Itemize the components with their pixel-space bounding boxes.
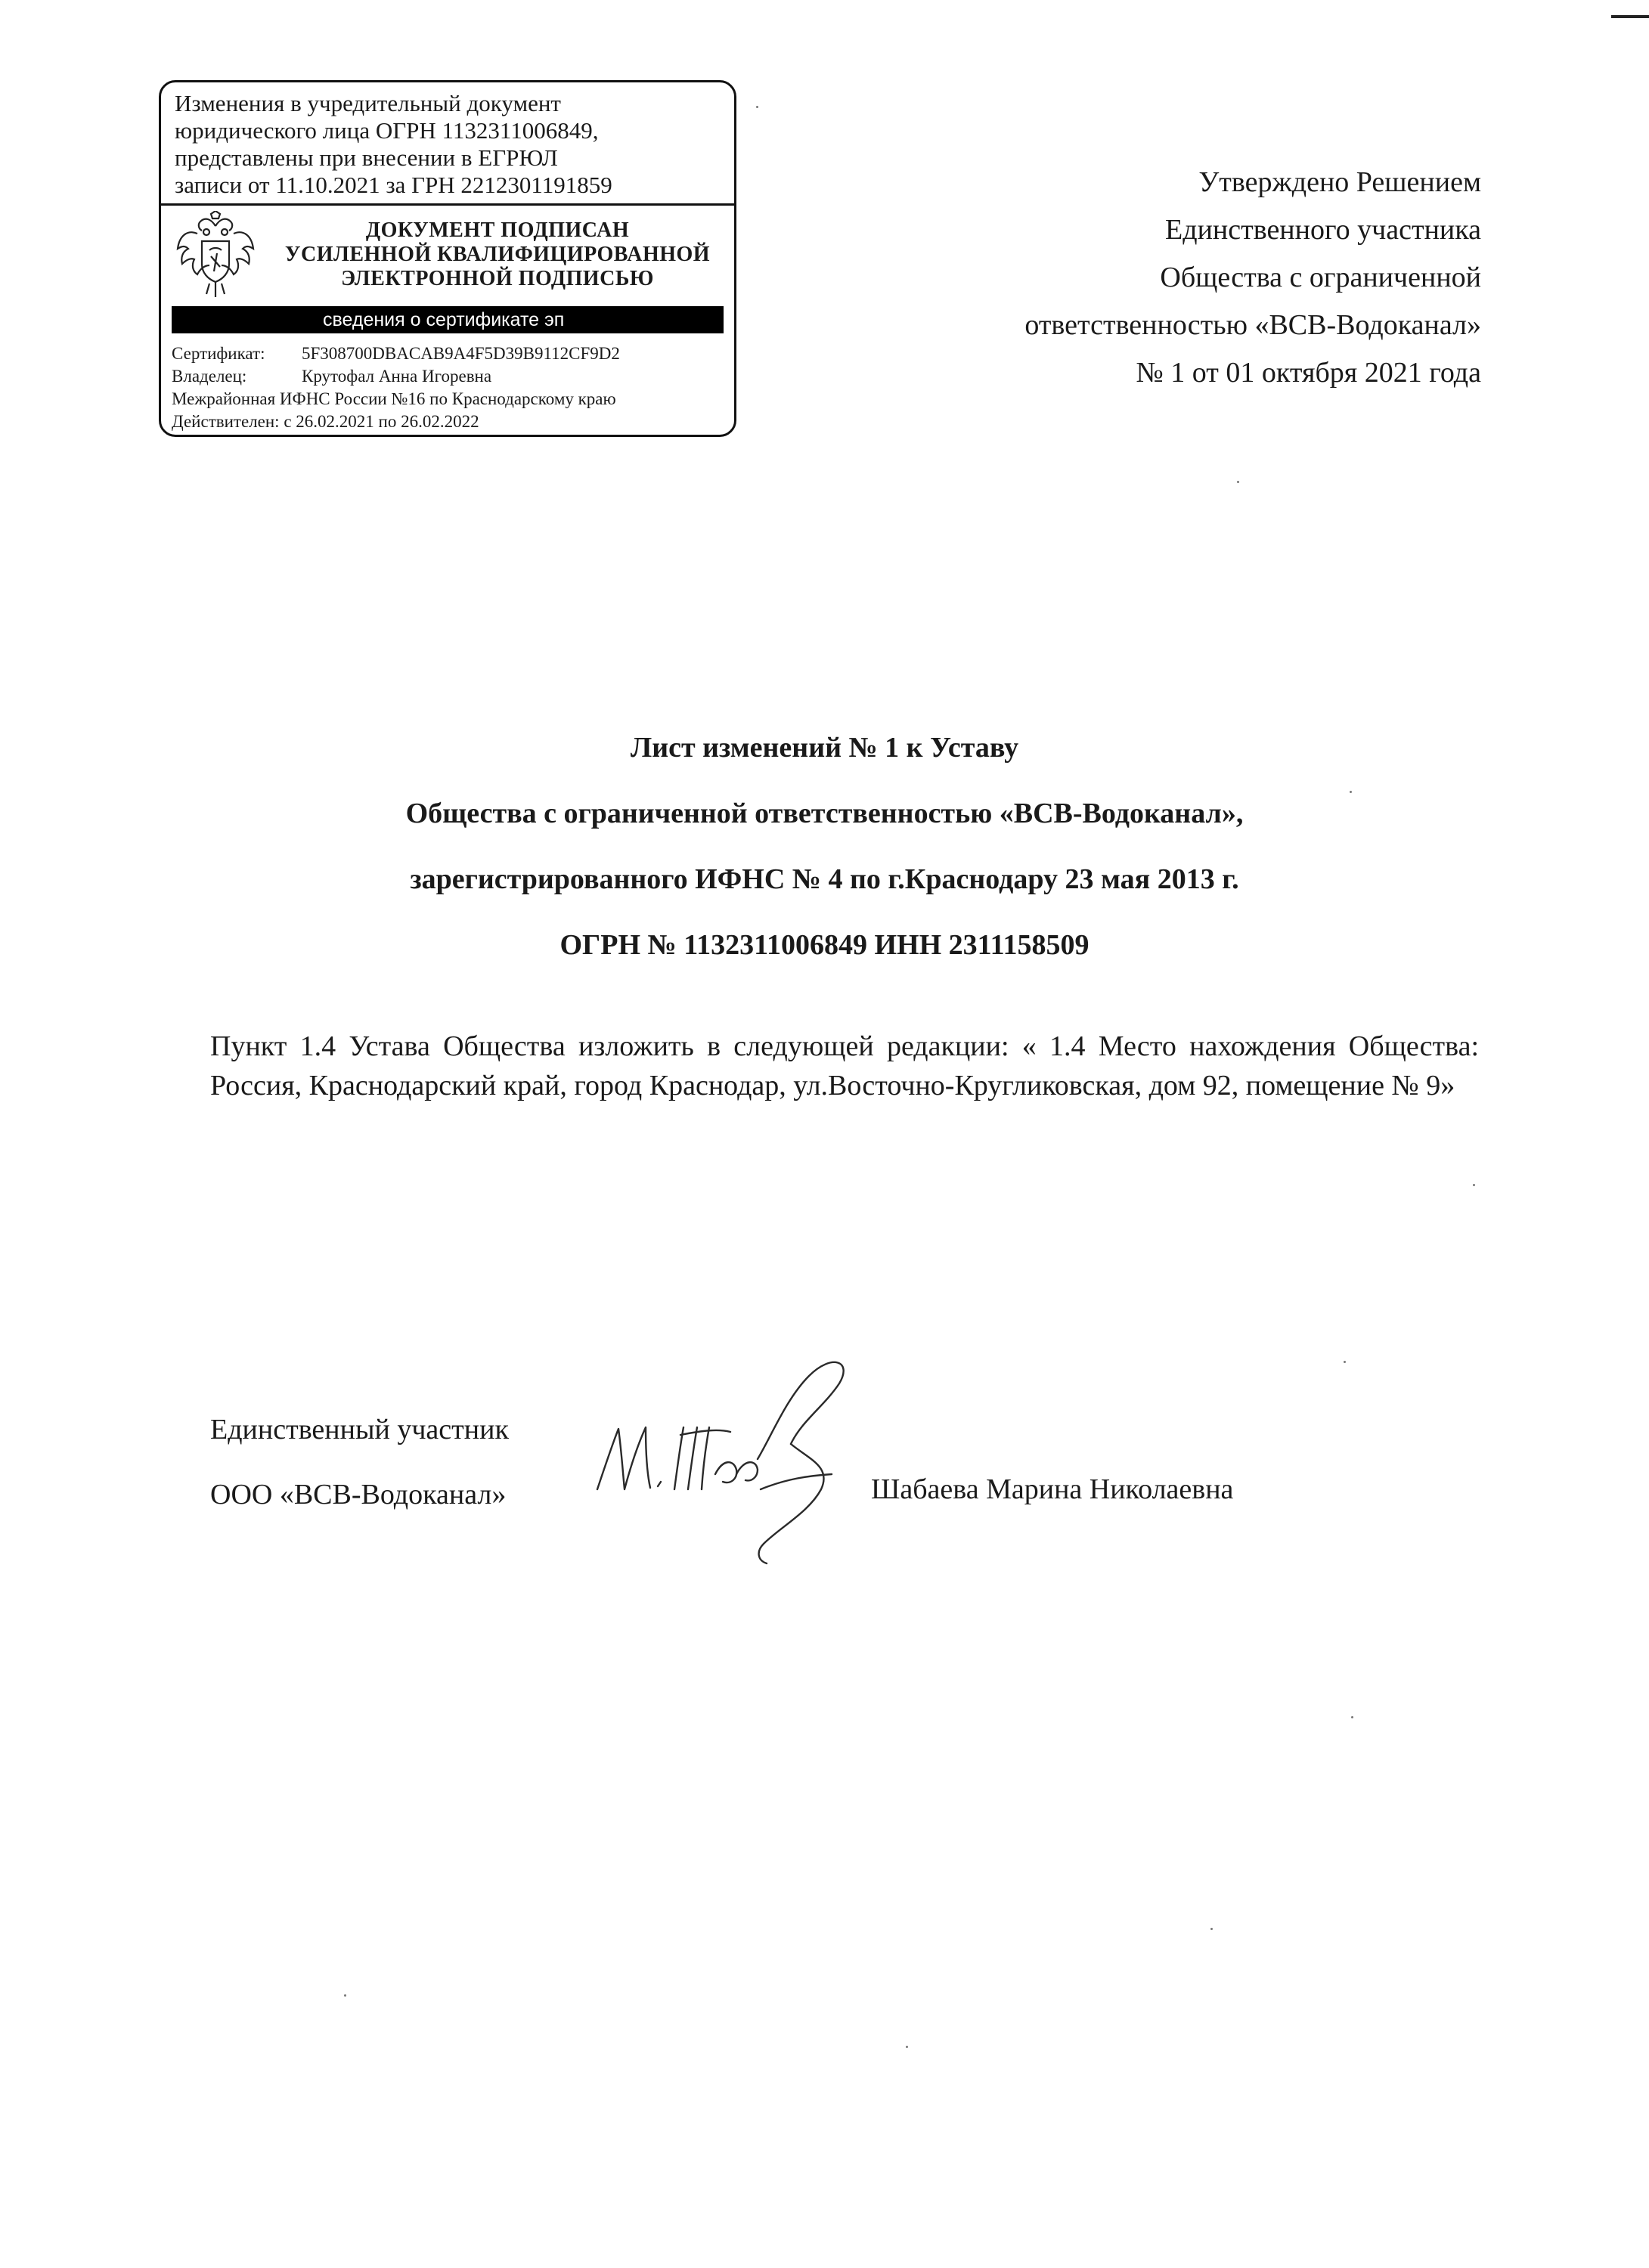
approval-block (1024, 159, 1481, 397)
signer-role-line: Единственный участник (210, 1414, 509, 1445)
scan-speck (1344, 1361, 1346, 1363)
approval-line: № 1 от 01 октября 2021 года (1136, 357, 1481, 389)
scan-speck (1473, 1184, 1475, 1186)
title-line: Лист изменений № 1 к Уставу (630, 732, 1019, 764)
stamp-divider (161, 203, 734, 206)
approval-line: ответственностью «ВСВ-Водоканал» (1024, 309, 1481, 341)
signer-role (210, 1397, 509, 1527)
amendment-text: Пункт 1.4 Устава Общества изложить в следующей редакции: « 1.4 Место нахождения Общества: Россия, Краснодарский край, город Краснодар, ул.Восточно-Кругликовская, дом 92, помещение № 9» (210, 1030, 1479, 1101)
scan-speck (1210, 1928, 1213, 1930)
title-line: ОГРН № 1132311006849 ИНН 2311158509 (559, 929, 1090, 961)
stamp-line: записи от 11.10.2021 за ГРН 2212301191859 (175, 172, 612, 198)
stamp-line: Изменения в учредительный документ (175, 90, 561, 116)
registration-stamp (159, 80, 736, 437)
handwritten-signature-icon (582, 1346, 907, 1572)
validity-label: Действителен: (172, 412, 280, 431)
russian-coat-of-arms-icon (172, 211, 259, 302)
signer-role-line: ООО «ВСВ-Водоканал» (210, 1479, 507, 1510)
scan-speck (1237, 481, 1239, 483)
title-line: Общества с ограниченной ответственностью «ВСВ-Водоканал», (405, 798, 1244, 829)
validity-value: с 26.02.2021 по 26.02.2022 (284, 412, 479, 431)
owner-row (172, 365, 620, 388)
owner-value: Крутофал Анна Игоревна (302, 367, 492, 386)
certificate-row (172, 342, 620, 365)
stamp-line: представлены при внесении в ЕГРЮЛ (175, 144, 558, 171)
stamp-line: юридического лица ОГРН 1132311006849, (175, 117, 599, 144)
certificate-details (172, 342, 620, 433)
issuing-authority: Межрайонная ИФНС России №16 по Краснодарскому краю (172, 389, 616, 408)
document-title (0, 715, 1649, 978)
validity-row (172, 411, 620, 433)
stamp-registration-text (175, 90, 612, 199)
certificate-value: 5F308700DBACAB9A4F5D39B9112CF9D2 (302, 344, 620, 363)
signature-title (267, 218, 728, 291)
approval-line: Единственного участника (1165, 214, 1481, 246)
certificate-label: Сертификат: (172, 344, 265, 363)
approval-line: Общества с ограниченной (1160, 262, 1481, 293)
signature-title-line: ЭЛЕКТРОННОЙ ПОДПИСЬЮ (341, 267, 654, 290)
scan-corner-mark (1611, 15, 1649, 18)
scan-speck (906, 2046, 908, 2048)
signature-title-line: ДОКУМЕНТ ПОДПИСАН (365, 218, 630, 242)
scan-speck (756, 106, 758, 108)
owner-label: Владелец: (172, 367, 247, 386)
scan-speck (1351, 1716, 1353, 1718)
approval-line: Утверждено Решением (1198, 166, 1481, 198)
scan-speck (344, 1994, 346, 1997)
certificate-info-bar: сведения о сертификате эп (172, 306, 724, 333)
signer-name: Шабаева Марина Николаевна (871, 1473, 1234, 1505)
signature-title-line: УСИЛЕННОЙ КВАЛИФИЦИРОВАННОЙ (284, 243, 711, 266)
scan-speck (1350, 791, 1352, 793)
title-line: зарегистрированного ИФНС № 4 по г.Краснодару 23 мая 2013 г. (410, 863, 1239, 895)
